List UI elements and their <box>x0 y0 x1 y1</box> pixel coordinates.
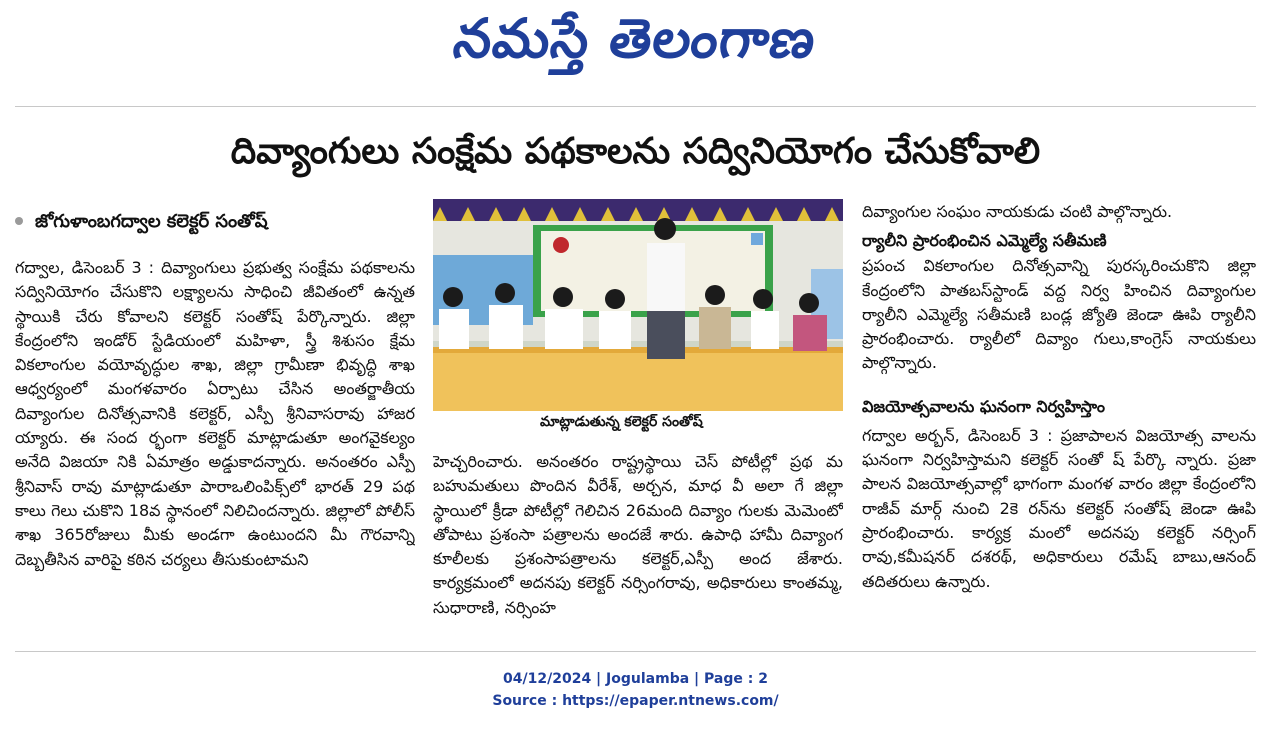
masthead <box>0 0 1271 98</box>
column-1-paragraph: గద్వాల, డిసెంబర్ 3 : దివ్యాంగులు ప్రభుత్వ సంక్షేమ పథకాలను సద్వినియోగం చేసుకొని లక్ష్యాలను సాధించి జీవితంలో ఉన్నత స్థాయికి చేరు కోవాలని కలెక్టర్ సంతోష్ పేర్కొన్నారు. జిల్లా కేంద్రంలోని ఇండోర్ స్టేడియంలో మహిళా, స్త్రీ శిశుసం క్షేమ వికలాంగుల వయోవృద్ధుల శాఖ, జిల్లా గ్రామీణా భివృద్ధి శాఖ ఆధ్వర్యంలో మంగళవారం ఏర్పాటు చేసిన అంతర్జాతీయ దివ్యాంగుల దినోత్సవానికి కలెక్టర్, ఎస్పీ శ్రీనివాసరావు హాజర య్యారు. ఈ సంద ర్భంగా కలెక్టర్ మాట్లాడుతూ అంగవైకల్యం అనేది విజయా నికి ఏమాత్రం అడ్డుకాదన్నారు. అనంతరం ఎస్పీ శ్రీనివాస్ రావు మాట్లాడుతూ పారాఒలింపిక్స్‌లో భారత్ 29 పథ కాలు గెలు చుకొని 18వ స్థానంలో నిలిచిందన్నారు. జిల్లాలో పోలీస్ శాఖ 365రోజులు మీకు అండగా ఉంటుందని మీ గౌరవాన్ని దెబ్బతీసిన వారిపై కఠిన చర్యలు తీసుకుంటామని <box>15 258 415 569</box>
subhead-celebrations: విజయోత్సవాలను ఘనంగా నిర్వహిస్తాం <box>862 396 1105 416</box>
edition-info: 04/12/2024 | Jogulamba | Page : 2 <box>503 671 768 687</box>
byline-text: జోగుళాంబగద్వాల కలెక్టర్ సంతోష్ <box>35 211 268 232</box>
column-3 <box>862 200 1256 646</box>
bullet-icon <box>15 217 23 225</box>
article-byline <box>15 208 415 236</box>
source-link[interactable]: Source : https://epaper.ntnews.com/ <box>492 693 779 709</box>
page-footer <box>0 668 1271 712</box>
column-3-paragraph-1: ప్రపంచ వికలాంగుల దినోత్సవాన్ని పురస్కరించుకొని జిల్లా కేంద్రంలోని పాతబస్‌స్టాండ్ వద్ద నిర్వ హించిన దివ్యాంగుల ర్యాలీని ఎమ్మెల్యే సతీమణి బండ్ల జ్యోతి జెండా ఊపి ర్యాలీని ప్రారంభించారు. ర్యాలీలో దివ్యాం గులు,కాంగ్రెస్ నాయకులు పాల్గొన్నారు. <box>862 256 1256 373</box>
subhead-rally: ర్యాలీని ప్రారంభించిన ఎమ్మెల్యే సతీమణి <box>862 231 1107 251</box>
newspaper-logo: నమస్తే తెలంగాణ <box>449 7 821 70</box>
article-headline: దివ్యాంగులు సంక్షేమ పథకాలను సద్వినియోగం చేసుకోవాలి <box>230 131 1041 172</box>
column-2 <box>433 450 843 646</box>
column-3-lead: దివ్యాంగుల సంఘం నాయకుడు చంటి పాల్గొన్నారు. <box>862 202 1173 221</box>
column-1 <box>15 256 415 646</box>
event-photo-image <box>433 199 843 411</box>
masthead-divider <box>15 106 1256 107</box>
column-3-paragraph-2: గద్వాల అర్బన్, డిసెంబర్ 3 : ప్రజాపాలన విజయోత్స వాలను ఘనంగా నిర్వహిస్తామని కలెక్టర్ సంతో ష్ పేర్కొ న్నారు. ప్రజా పాలన విజయోత్సవాల్లో భాగంగా మంగళ వారం జిల్లా కేంద్రంలోని రాజీవ్ మార్గ్ నుంచి 2కె రన్‌ను కలెక్టర్ సంతోష్ జెండా ఊపి ప్రారంభించారు. కార్యక్ర మంలో అదనపు కలెక్టర్ నర్సింగ్ రావు,కమీషనర్ దశరథ్, అధికారులు రమేష్ బాబు,ఆనంద్ తదితరులు ఉన్నారు. <box>862 425 1256 591</box>
article-divider <box>15 651 1256 652</box>
column-2-paragraph: హెచ్చరించారు. అనంతరం రాష్ట్రస్థాయి చెస్ పోటీల్లో ప్రథ మ బహుమతులు పొందిన వీరేశ్, అర్చన, మాధ వీ అలా గే జిల్లా స్థాయిలో క్రీడా పోటీల్లో గెలిచిన 26మంది దివ్యాం గులకు మెమెంటో తోపాటు ప్రశంసా పత్రాలను అందజే శారు. ఉపాధి హామీ దివ్యాంగ కూలీలకు ప్రశంసాపత్రాలను కలెక్టర్,ఎస్పీ అంద జేశారు. కార్యక్రమంలో అదనపు కలెక్టర్ నర్సింగరావు, అధికారులు కాంతమ్మ, సుధారాణి, నర్సింహ <box>433 452 843 617</box>
article-photo <box>433 199 843 411</box>
photo-caption: మాట్లాడుతున్న కలెక్టర్ సంతోష్ <box>540 414 703 430</box>
